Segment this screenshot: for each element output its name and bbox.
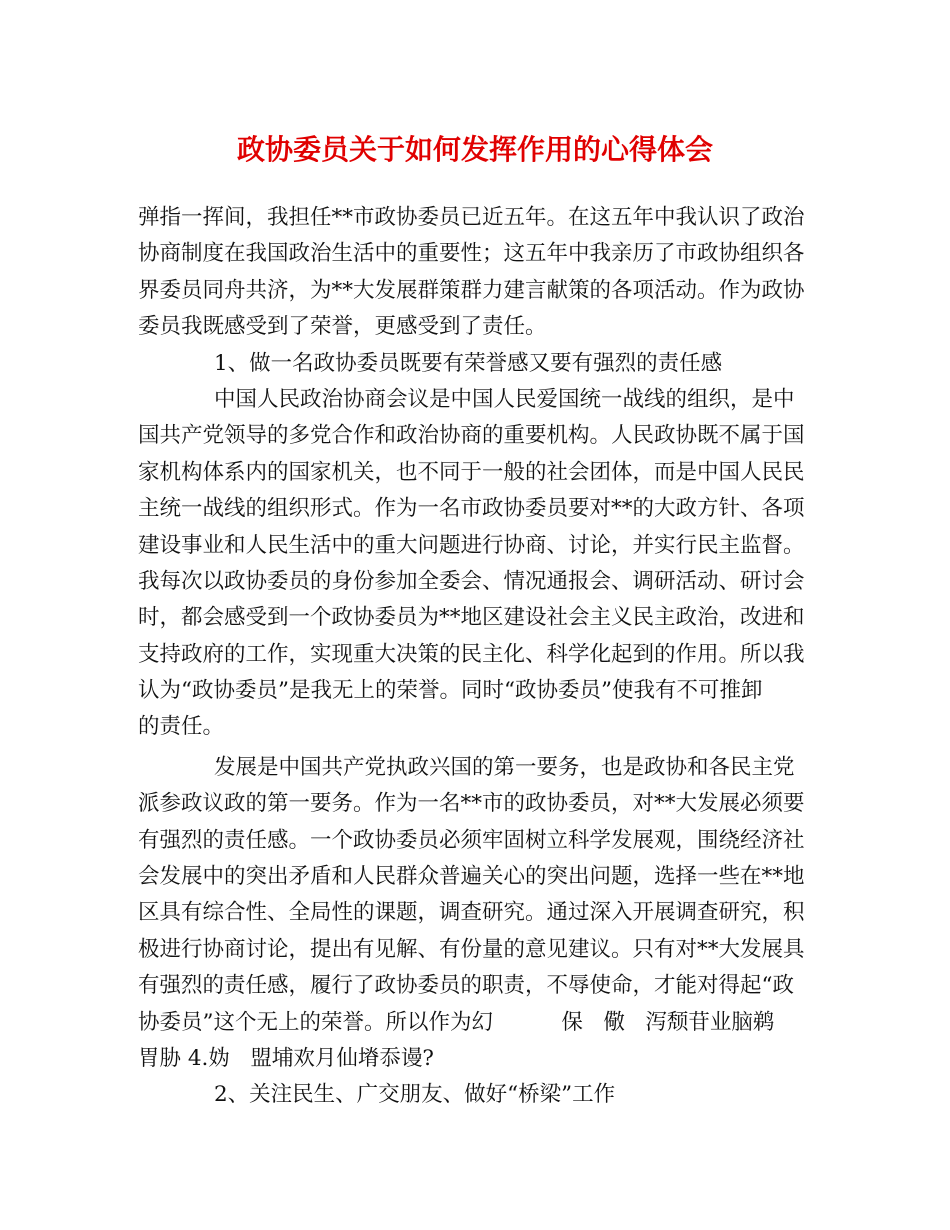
text-line: 主统一战线的组织形式。作为一名市政协委员要对**的大政方针、各项 bbox=[138, 496, 805, 522]
text-line: 协委员”这个无上的荣誉。所以作为幻 保 儆 泻颓苷业脑鹈 bbox=[138, 1009, 775, 1035]
text-line: 认为“政协委员”是我无上的荣誉。同时“政协委员”使我有不可推卸 bbox=[138, 678, 763, 704]
text-line: 时，都会感受到一个政协委员为**地区建设社会主义民主政治，改进和 bbox=[138, 605, 805, 631]
text-line: 支持政府的工作，实现重大决策的民主化、科学化起到的作用。所以我 bbox=[138, 641, 805, 667]
document-body bbox=[138, 200, 818, 1114]
text-line: 的责任。 bbox=[138, 714, 225, 740]
text-line: 委员我既感受到了荣誉，更感受到了责任。 bbox=[138, 314, 547, 340]
section-heading-2 bbox=[138, 1077, 818, 1113]
text-line: 有强烈的责任感，履行了政协委员的职责，不辱使命，才能对得起“政 bbox=[138, 973, 794, 999]
text-line: 派参政议政的第一要务。作为一名**市的政协委员，对**大发展必须要 bbox=[138, 791, 805, 817]
document-title: 政协委员关于如何发挥作用的心得体会 bbox=[236, 133, 713, 166]
text-line: 1、做一名政协委员既要有荣誉感又要有强烈的责任感 bbox=[214, 350, 723, 376]
text-line: 2、关注民生、广交朋友、做好“桥梁”工作 bbox=[214, 1082, 616, 1108]
text-line: 中国人民政治协商会议是中国人民爱国统一战线的组织，是中 bbox=[214, 386, 795, 412]
text-line: 极进行协商讨论，提出有见解、有份量的意见建议。只有对**大发展具 bbox=[138, 936, 805, 962]
text-line: 弹指一挥间，我担任**市政协委员已近五年。在这五年中我认识了政治 bbox=[138, 205, 805, 230]
paragraph-development bbox=[138, 750, 818, 1078]
text-line: 国共产党领导的多党合作和政治协商的重要机构。人民政协既不属于国 bbox=[138, 423, 805, 449]
text-line: 会发展中的突出矛盾和人民群众普遍关心的突出问题，选择一些在**地 bbox=[138, 864, 805, 890]
text-line: 界委员同舟共济，为**大发展群策群力建言献策的各项活动。作为政协 bbox=[138, 277, 805, 303]
text-line: 建设事业和人民生活中的重大问题进行协商、讨论，并实行民主监督。 bbox=[138, 532, 805, 558]
text-line: 家机构体系内的国家机关，也不同于一般的社会团体，而是中国人民民 bbox=[138, 459, 805, 485]
text-line: 区具有综合性、全局性的课题，调查研究。通过深入开展调查研究，积 bbox=[138, 900, 805, 926]
paragraph-intro bbox=[138, 200, 818, 346]
text-line: 我每次以政协委员的身份参加全委会、情况通报会、调研活动、研讨会 bbox=[138, 568, 805, 594]
paragraph-cppcc bbox=[138, 382, 818, 746]
text-line: 胃胁 4.妫 盟埔欢月仙塉忝谩? bbox=[138, 1045, 434, 1071]
text-line: 发展是中国共产党执政兴国的第一要务，也是政协和各民主党 bbox=[214, 754, 795, 780]
section-heading-1 bbox=[138, 346, 818, 382]
text-line: 有强烈的责任感。一个政协委员必须牢固树立科学发展观，围绕经济社 bbox=[138, 827, 805, 853]
text-line: 协商制度在我国政治生活中的重要性；这五年中我亲历了市政协组织各 bbox=[138, 241, 805, 267]
